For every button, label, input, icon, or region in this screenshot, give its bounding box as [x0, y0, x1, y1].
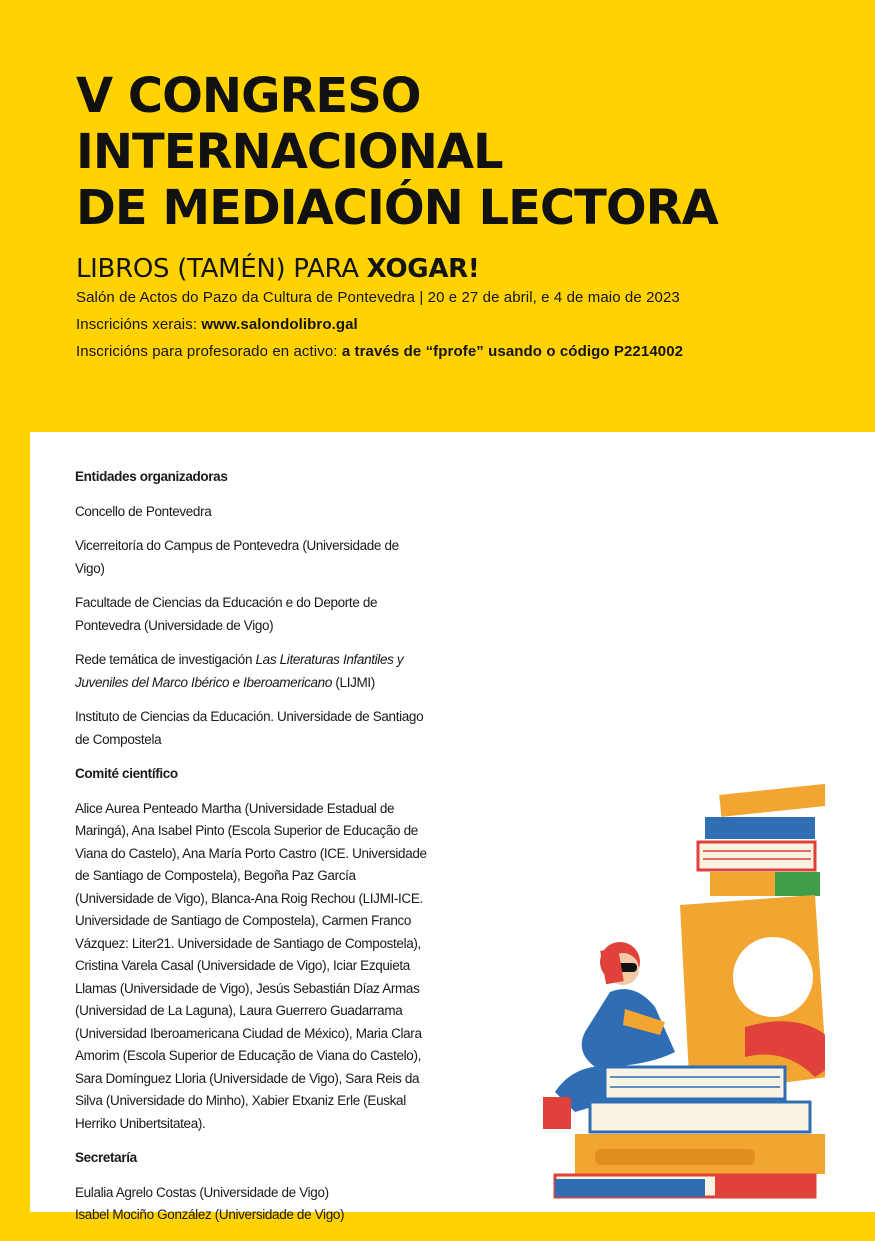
title-line-2: DE MEDIACIÓN LECTORA — [76, 180, 718, 236]
congress-title — [76, 68, 856, 236]
committee-heading: Comité científico — [75, 766, 178, 781]
credits-column — [75, 466, 427, 1227]
venue-dates: Salón de Actos do Pazo da Cultura de Pontevedra | 20 e 27 de abril, e 4 de maio de 2023 — [76, 289, 680, 306]
organizer-item-suffix: (LIJMI) — [332, 674, 375, 690]
secretariat-item: Isabel Mociño González (Universidade de Vigo) — [75, 1207, 345, 1222]
subtitle-plain: LIBROS (TAMÉN) PARA — [76, 254, 367, 284]
content-panel — [30, 432, 875, 1222]
teacher-registration-label: Inscricións para profesorado en activo: — [76, 343, 342, 360]
teacher-registration — [76, 342, 856, 362]
subtitle-bold: XOGAR! — [366, 254, 480, 284]
congress-subtitle — [76, 254, 856, 284]
header — [76, 68, 856, 362]
general-registration-link[interactable]: www.salondolibro.gal — [201, 316, 358, 333]
teacher-registration-code: a través de “fprofe” usando o código P2214002 — [341, 343, 684, 360]
organizers-heading: Entidades organizadoras — [75, 469, 228, 484]
general-registration-label: Inscricións xerais: — [76, 316, 202, 333]
title-line-1: V CONGRESO INTERNACIONAL — [76, 68, 503, 180]
child-reading-on-books-illustration — [515, 777, 825, 1202]
secretariat-item: Eulalia Agrelo Costas (Universidade de Vigo) — [75, 1184, 329, 1200]
organizer-item-prefix: Rede temática de investigación — [75, 652, 256, 667]
organizer-item: Instituto de Ciencias da Educación. Universidade de Santiago de Compostela — [75, 709, 424, 747]
organizer-item: Facultade de Ciencias da Educación e do Deporte de Pontevedra (Universidade de Vigo) — [75, 595, 378, 633]
organizer-item-italic: Las Literaturas Infantiles y Juveniles del Marco Ibérico e Iberoamericano — [75, 652, 404, 690]
organizer-item: Vicerreitoría do Campus de Pontevedra (Universidade de Vigo) — [75, 538, 399, 576]
secretariat-heading: Secretaría — [75, 1150, 137, 1165]
committee-members: Alice Aurea Penteado Martha (Universidade Estadual de Maringá), Ana Isabel Pinto (Escola Superior de Educação de Viana do Castelo), Ana María Porto Castro (ICE. Universidade de Santiago de Compostela), Begoña Paz García (Universidade de Vigo), Blanca-Ana Roig Rechou (LIJMI-ICE. Universidade de Santiago de Compostela), Carmen Franco Vázquez: Liter21. Universidade de Santiago de Compostela), Cristina Varela Casal (Universidade de Vigo), Iciar Ezquieta Llamas (Universidade de Vigo), Jesús Sebastián Díaz Armas (Universidad de La Laguna), Laura Guerrero Guadarrama (Universidad Iberoamericana Ciudad de México), Maria Clara Amorim (Escola Superior de Educação de Viana do Castelo), Sara Domínguez Lloria (Universidade de Vigo), Sara Reis da Silva (Universidade do Minho), Xabier Etxaniz Erle (Euskal Herriko Unibertsitatea). — [75, 800, 427, 1131]
organizer-item — [75, 649, 427, 694]
general-registration — [76, 315, 856, 335]
top-books-stack — [698, 783, 825, 896]
organizer-item: Concello de Pontevedra — [75, 503, 212, 519]
